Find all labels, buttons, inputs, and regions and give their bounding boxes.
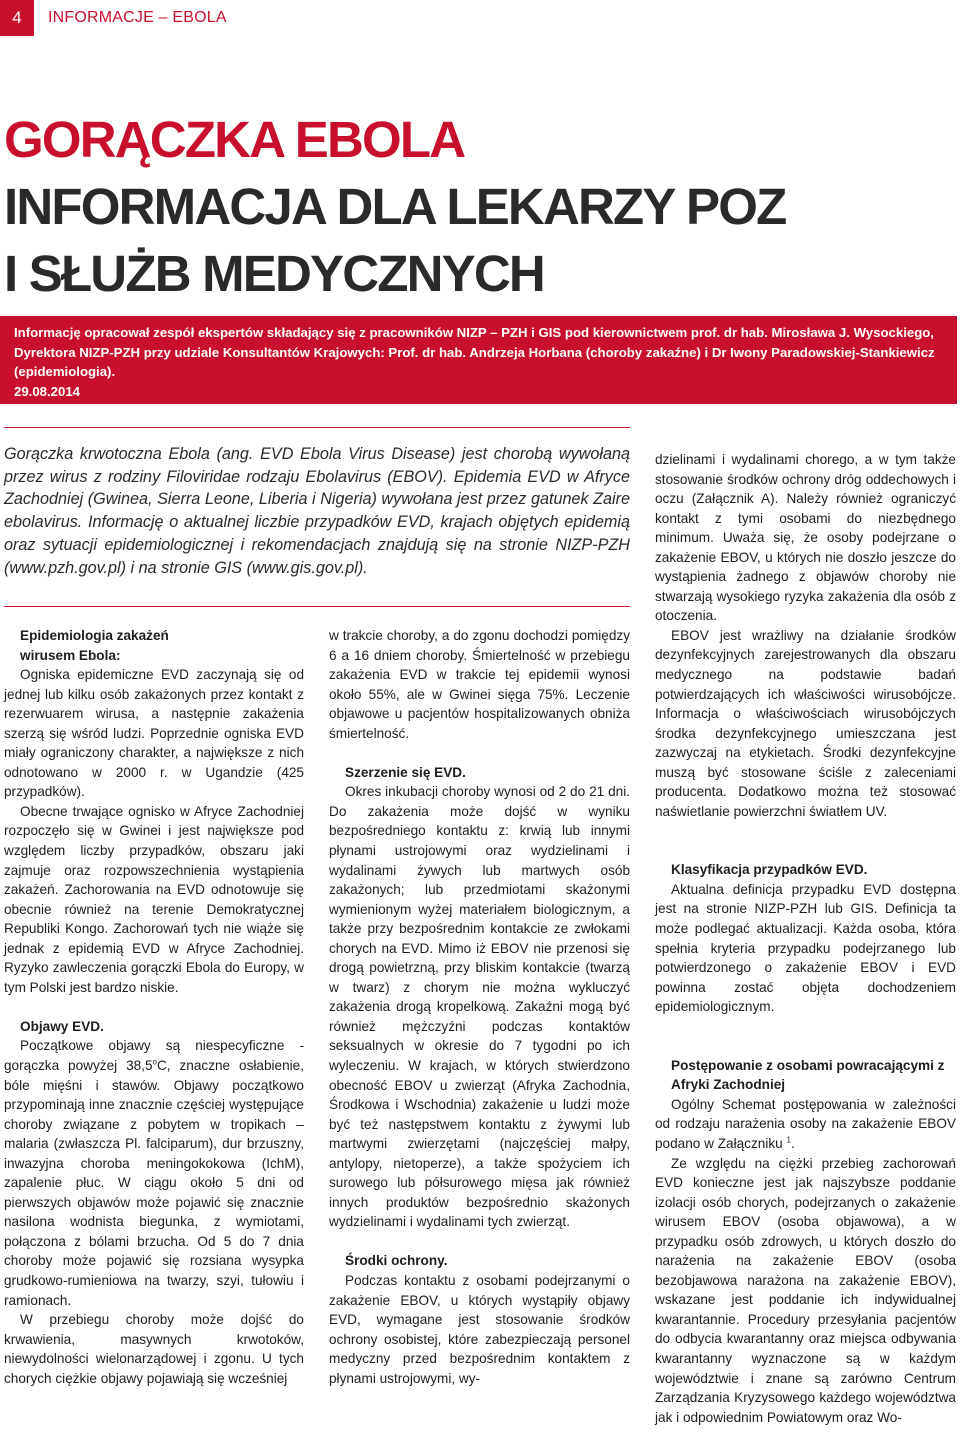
heading-transmission: Szerzenie się EVD. bbox=[345, 764, 466, 780]
title-line-3: I SŁUŻB MEDYCZNYCH bbox=[4, 245, 544, 302]
col1-paragraph-3: Początkowe objawy są niespecyficzne - gorączka powyżej 38,5$^o$C, znaczne osłabienie, bóle mięśni i stawów. Objawy początkowo przypominają inne znacznie częściej występujące choroby związane z pobytem w tropikach – malaria (zwłaszcza Pl. falciparum), dur brzuszny, inwazyjna choroba meningokokowa (IchM), zapalenie płuc. W ciągu około 5 dni od pierwszych objawów może pojawić się znacznie nasilona wodnista biegunka, z wymiotami, połączona z bólami brzucha. Od 5 do 7 dnia choroby może pojawić się rozsiana wysypka grudkowo-rumieniowa na twarzy, szyi, tułowiu i ramionach. bbox=[4, 1038, 305, 1308]
spacer bbox=[655, 841, 956, 861]
heading-returning-persons: Postępowanie z osobami powracającymi z Afryki Zachodniej bbox=[671, 1057, 945, 1093]
col1-paragraph-2: Obecne trwające ognisko w Afryce Zachodniej rozpoczęło się w Gwinei i jest największe pod względem liczby przypadków, obszaru jaki zajmuje oraz rozpowszechnienia wystąpienia zakażeń. Zachorowania na EVD odnotowuje się obecnie również na terenie Demokratycznej Republiki Kongo. Zachorowań tych nie wiąże się jednak z epidemią EVD w Afryce Zachodniej. Ryzyko zawleczenia gorączki Ebola do Europy, w tym Polski jest bardzo niskie. bbox=[4, 803, 304, 995]
col2-paragraph-2: Okres inkubacji choroby wynosi od 2 do 21 dni. Do zakażenia może dojść w wyniku bezpośredniego kontaktu z: krwią lub innymi płynami ustrojowymi oraz wydzielinami i wydalinami żywych lub martwych osób zakażonych; lub przedmiotami skażonymi wymienionym wyżej materiałem biologicznym, a także przy bezpośrednim kontakcie ze zwłokami chorych na EVD. Mimo iż EBOV nie przenosi się drogą powietrzną, przy bliskim kontakcie (twarzą w twarz) z chorym nie można wykluczyć zakażenia drogą kropelkową. Zakaźni mogą być również mężczyźni podczas kontaktów seksualnych w okresie do 7 tygodni po ich wyleczeniu. W krajach, w których stwierdzono obecność EBOV u zwierząt (Afryka Zachodnia, Środkowa i Wschodnia) zakażenie u ludzi może być też następstwem kontaktu z żywymi lub martwymi zwierzętami (najczęściej małpy, antylopy, nietoperze), a także spożyciem ich surowego lub półsurowego mięsa jak również innych produktów bezpośrednio skażonych wydzielinami i wydalinami tych zwierząt. bbox=[329, 784, 630, 1230]
authors-info-box bbox=[0, 316, 957, 404]
heading-symptoms: Objawy EVD. bbox=[20, 1018, 104, 1034]
publication-date: 29.08.2014 bbox=[14, 383, 81, 399]
title-line-1: GORĄCZKA EBOLA bbox=[4, 111, 465, 168]
title-line-2: INFORMACJA DLA LEKARZY POZ bbox=[4, 178, 786, 235]
col3-paragraph-1: dzielinami i wydalinami chorego, a w tym także stosowanie środków ochrony dróg oddechowych i oczu (Załącznik A). Należy również ograniczyć kontakt z tymi osobami do niezbędnego minimum. Uważa się, że osoby podejrzane o zakażenie EBOV, u których nie doszło jeszcze do wystąpienia żadnego z objawów choroby nie stwarzają wysokiego ryzyka zakażenia dla osób z otoczenia. bbox=[655, 452, 956, 624]
intro-top-rule bbox=[4, 427, 630, 428]
section-label: INFORMACJE – EBOLA bbox=[48, 9, 227, 26]
col2-paragraph-1: w trakcie choroby, a do zgonu dochodzi pomiędzy 6 a 16 dniem choroby. Śmiertelność w przebiegu zakażenia EVD w trakcie tej epidemii wynosi około 55%, ale w Gwinei sięga 75%. Leczenie objawowe u pacjentów hospitalizowanych obniża śmiertelność. bbox=[329, 628, 630, 741]
degree-superscript: o bbox=[152, 1057, 157, 1067]
col3-paragraph-2: EBOV jest wrażliwy na działanie środków dezynfekcyjnych zarejestrowanych dla obszaru medycznego na podstawie badań potwierdzających ich właściwości wirusobójcze. Informacja o właściwościach wirusobójczych środka dezynfekcyjnego umieszczana jest zazwyczaj na etykietach. Środki dezynfekcyjne muszą być stosowane ściśle z zaleceniami producenta. Dodatkowo można też stosować naświetlanie powierzchni światłem UV. bbox=[655, 627, 956, 819]
footnote-superscript: 1 bbox=[786, 1135, 791, 1145]
col3-paragraph-4: Ogólny Schemat postępowania w zależności od rodzaju narażenia osoby na zakażenie EBOV podano w Załączniku $^1$. bbox=[655, 1096, 956, 1151]
intro-bottom-rule bbox=[4, 606, 630, 607]
column-2 bbox=[329, 626, 630, 1388]
spacer bbox=[4, 997, 304, 1017]
authors-text: Informację opracował zespół ekspertów składający się z pracowników NIZP – PZH i GIS pod kierownictwem prof. dr hab. Mirosława J. Wysockiego, Dyrektora NIZP-PZH przy udziale Konsultantów Krajowych: Prof. dr hab. Andrzeja Horbana (choroby zakaźne) i Dr Iwony Paradowskiej-Stankiewicz (epidemiologia). bbox=[14, 325, 935, 379]
col1-paragraph-4: W przebiegu choroby może dojść do krwawienia, masywnych krwotoków, niewydolności wielonarządowej i zgonu. U tych chorych ciężkie objawy pojawiają się wcześniej bbox=[4, 1312, 304, 1386]
intro-paragraph: Gorączka krwotoczna Ebola (ang. EVD Ebola Virus Disease) jest chorobą wywołaną przez wirus z rodziny Filoviridae rodzaju Ebolavirus (EBOV). Epidemia EVD w Afryce Zachodniej (Gwinea, Sierra Leone, Liberia i Nigeria) wywołana jest przez gatunek Zaire ebolavirus. Informację o aktualnej liczbie przypadków EVD, krajach objętych epidemią oraz sytuacji epidemiologicznej i rekomendacjach znajdują się na stronie NIZP-PZH (www.pzh.gov.pl) i na stronie GIS (www.gis.gov.pl). bbox=[4, 445, 630, 577]
heading-classification: Klasyfikacja przypadków EVD. bbox=[671, 862, 868, 878]
col1-paragraph-1: Ogniska epidemiczne EVD zaczynają się od jednej lub kilku osób zakażonych przez kontakt z rezerwuarem wirusa, a następnie zakażenia szerzą się wśród ludzi. Poprzednie ogniska EVD miały ograniczony charakter, a największe z nich odnotowano w 2000 r. w Ugandzie (425 przypadków). bbox=[4, 667, 304, 800]
spacer bbox=[655, 1036, 956, 1056]
spacer bbox=[655, 1017, 956, 1037]
heading-protection: Środki ochrony. bbox=[345, 1253, 448, 1269]
page-number: 4 bbox=[0, 0, 34, 36]
heading-epidemiology: Epidemiologia zakażeń wirusem Ebola: bbox=[20, 628, 169, 663]
page-header bbox=[0, 0, 227, 36]
col2-paragraph-3: Podczas kontaktu z osobami podejrzanymi o zakażenie EBOV, u których wystąpiły objawy EVD, wymagane jest stosowanie środków ochrony osobistej, które zabezpieczają personel medyczny przed bezpośrednim kontaktem z płynami ustrojowymi, wy- bbox=[329, 1272, 630, 1386]
col3-paragraph-5: Ze względu na ciężki przebieg zachorowań EVD konieczne jest jak najszybsze poddanie izolacji osób chorych, podejrzanych o zakażenie wirusem EBOV (osoba objawowa), a w przypadku osób zdrowych, u których doszło do narażenia na zakażenie EBOV (osoba bezobjawowa narażona na zakażenie EBOV), wskazane jest poddanie ich indywidualnej kwarantannie. Procedury przesyłania pacjentów do odbycia kwarantanny oraz miejsca odbywania kwarantanny wyznaczone są w każdym województwie i znane są zarówno Centrum Zarządzania Kryzysowego każdego województwa jak i odpowiednim Powiatowym oraz Wo- bbox=[655, 1155, 956, 1425]
page-title bbox=[4, 106, 954, 307]
spacer bbox=[655, 821, 956, 841]
column-1 bbox=[4, 626, 304, 1388]
column-3 bbox=[655, 450, 956, 1427]
spacer bbox=[329, 1232, 630, 1252]
col3-paragraph-3: Aktualna definicja przypadku EVD dostępna jest na stronie NIZP-PZH lub GIS. Definicja ta może podlegać aktualizacji. Każda osoba, która spełnia kryteria przypadku podejrzanego lub potwierdzonego o zakażenie EBOV i EVD powinna zostać objęta dochodzeniem epidemiologicznym. bbox=[655, 881, 956, 1015]
spacer bbox=[329, 743, 630, 763]
